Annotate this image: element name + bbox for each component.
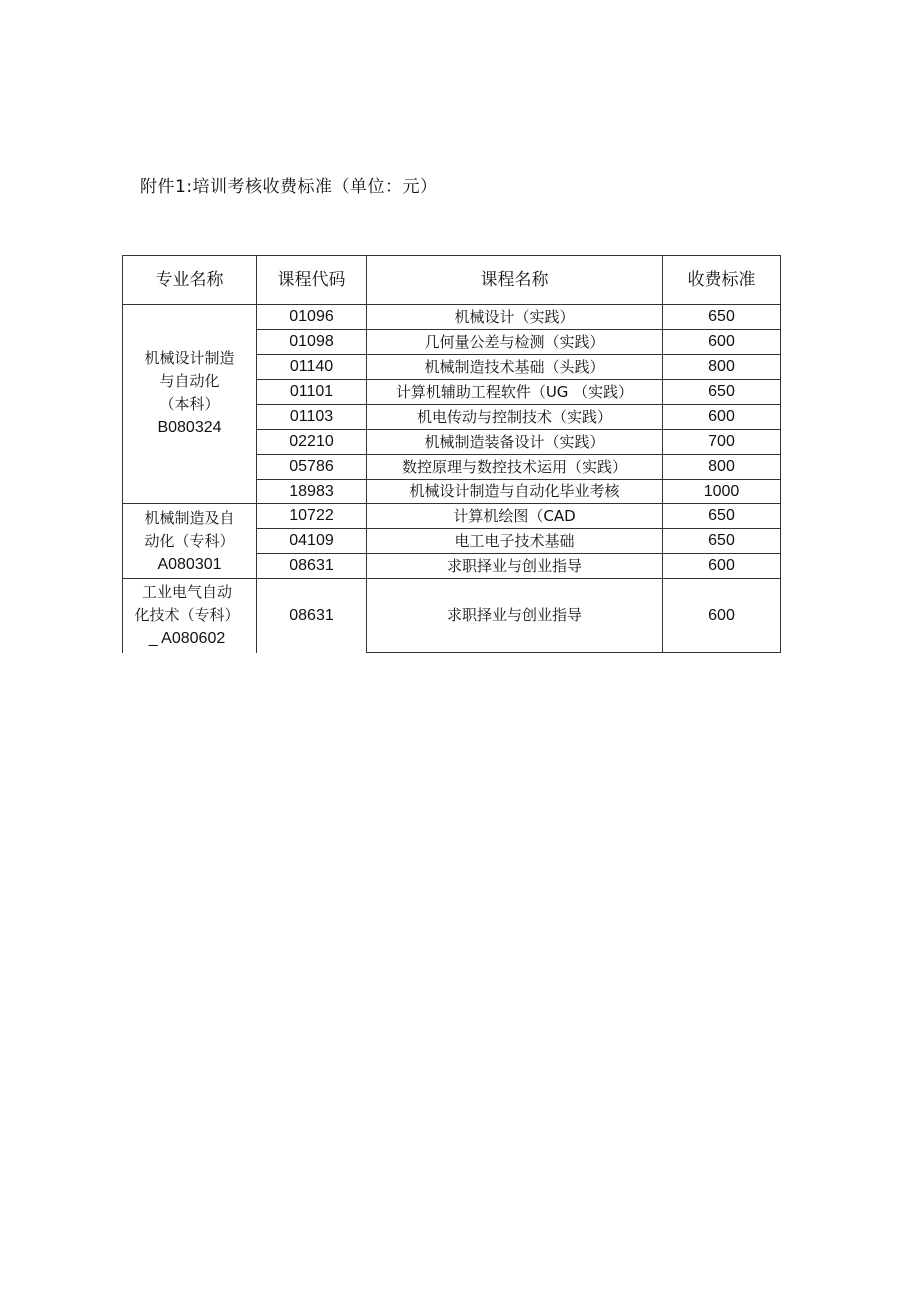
page-title: 附件1:培训考核收费标准（单位：元） (140, 177, 438, 197)
course-fee: 600 (708, 557, 735, 575)
course-fee: 600 (708, 408, 735, 426)
course-fee: 650 (708, 507, 735, 525)
course-code: 02210 (289, 433, 334, 451)
course-code: 01140 (289, 358, 334, 376)
major-line: 工业电气自动 (141, 583, 232, 601)
course-code: 01098 (289, 333, 334, 351)
course-name: 机械制造装备设计（实践） (424, 432, 605, 451)
course-code: 08631 (289, 557, 334, 575)
header-course-name: 课程名称 (480, 269, 549, 290)
course-fee: 650 (708, 308, 735, 326)
course-fee: 700 (708, 433, 735, 451)
course-fee: 800 (708, 358, 735, 376)
major-line: 与自动化 (159, 372, 220, 390)
major-cell (123, 305, 256, 503)
course-name: 求职择业与创业指导 (446, 606, 582, 625)
course-name: 计算机绘图（CAD (453, 506, 576, 525)
course-name: 机械制造技术基础（头践） (424, 357, 605, 376)
major-line: （本科） (159, 395, 220, 413)
course-code: 18983 (289, 482, 334, 500)
major-line: 化技术（专科） (134, 606, 240, 624)
course-code: 01101 (289, 383, 334, 401)
major-code: A080301 (157, 555, 222, 573)
course-name: 数控原理与数控技术运用（实践） (401, 457, 627, 476)
major-code: B080324 (157, 419, 222, 436)
major-code: _ A080602 (148, 630, 226, 647)
course-fee: 600 (708, 333, 735, 351)
course-code: 04109 (289, 532, 334, 550)
major-cell (123, 504, 256, 578)
header-code: 课程代码 (277, 269, 346, 290)
course-name: 机械设计（实践） (454, 307, 575, 326)
course-fee: 650 (708, 383, 735, 401)
course-fee: 600 (708, 606, 735, 624)
header-fee: 收费标准 (687, 269, 756, 290)
course-fee: 800 (708, 458, 735, 476)
course-fee: 650 (708, 532, 735, 550)
course-name: 几何量公差与检测（实践） (424, 332, 605, 351)
header-major: 专业名称 (155, 269, 224, 290)
major-line: 机械制造及自 (144, 508, 235, 527)
course-code: 01096 (289, 308, 334, 326)
course-code: 08631 (289, 606, 334, 624)
course-code: 01103 (289, 408, 334, 426)
course-name: 电工电子技术基础 (454, 531, 575, 550)
course-code: 05786 (289, 458, 334, 476)
major-line: 动化（专科） (144, 531, 235, 550)
course-name: 计算机辅助工程软件（UG （实践） (395, 382, 634, 401)
course-name: 求职择业与创业指导 (446, 556, 582, 575)
course-code: 10722 (289, 507, 334, 525)
course-name: 机械设计制造与自动化毕业考核 (409, 482, 620, 501)
course-fee: 1000 (703, 482, 740, 500)
major-line: 机械设计制造 (144, 349, 235, 367)
course-name: 机电传动与控制技术（实践） (416, 407, 612, 426)
major-cell (118, 579, 256, 652)
